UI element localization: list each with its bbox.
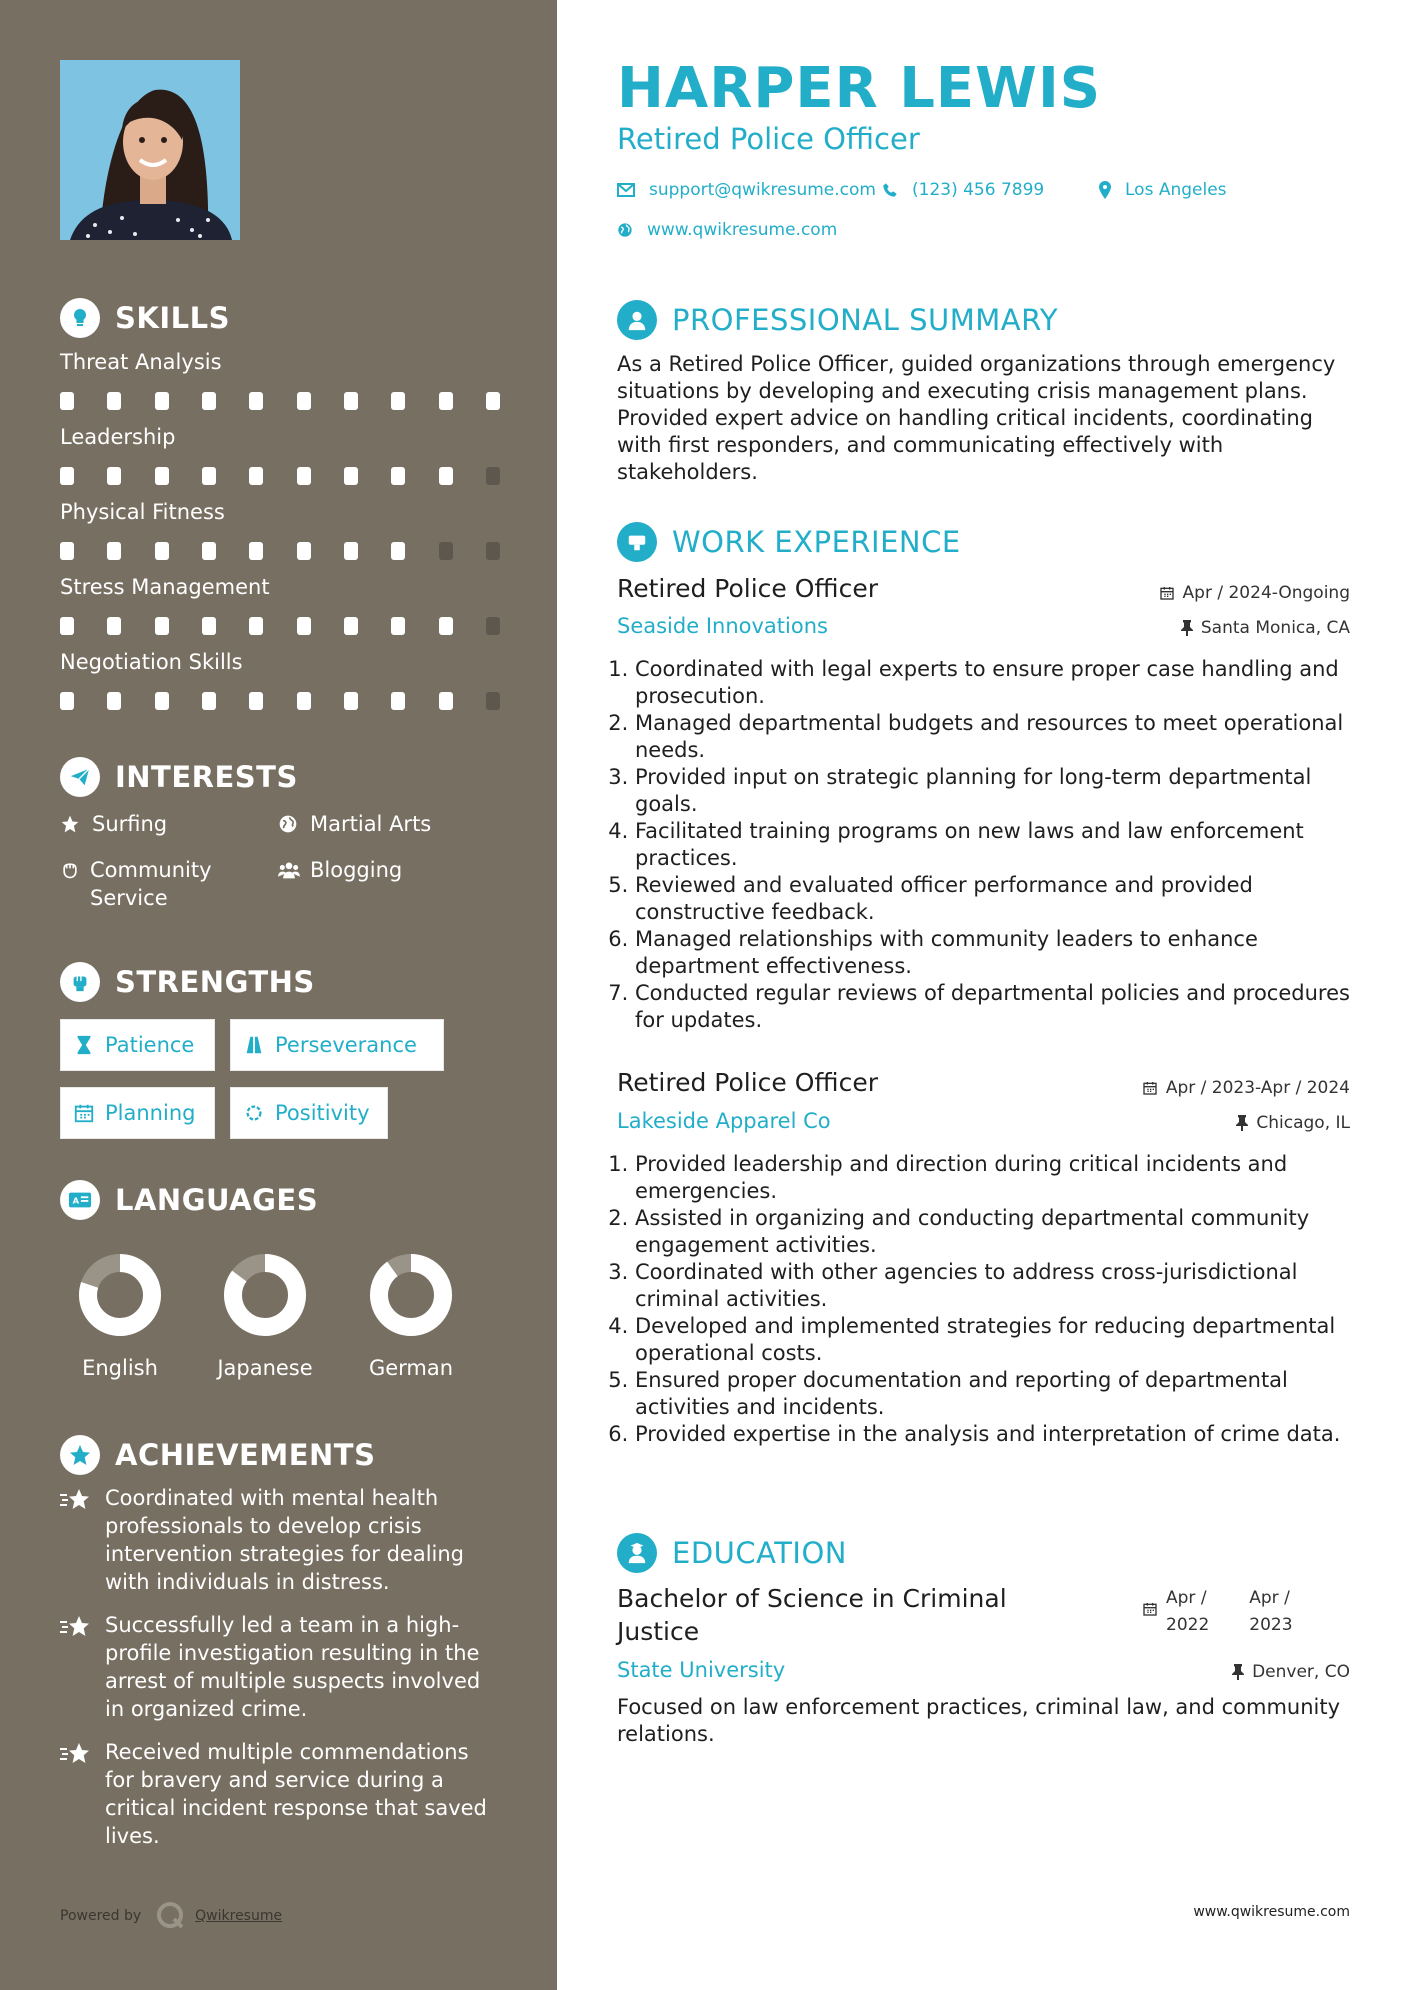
- skill-dot-filled: [249, 467, 263, 485]
- shooting-star-icon: [60, 1738, 95, 1850]
- skill-dot-filled: [297, 617, 311, 635]
- achievements-title: ACHIEVEMENTS: [115, 1438, 376, 1472]
- job-dates: [1142, 1078, 1350, 1098]
- languages-title: LANGUAGES: [115, 1183, 319, 1217]
- job-bullet: 4. Facilitated training programs on new laws and law enforcement practices.: [635, 818, 1357, 872]
- skill-dot-filled: [107, 617, 121, 635]
- achievements-heading: [60, 1435, 375, 1475]
- interest-item: [60, 856, 260, 912]
- skill-dot-filled: [344, 542, 358, 560]
- skill-dot-filled: [155, 692, 169, 710]
- work-heading: [617, 522, 961, 562]
- job-bullet: 5. Reviewed and evaluated officer performance and provided constructive feedback.: [635, 872, 1357, 926]
- website-text: www.qwikresume.com: [647, 220, 838, 240]
- trophy-star-icon: [60, 1435, 100, 1475]
- skill-name: Physical Fitness: [60, 500, 225, 524]
- strength-badge: [230, 1019, 444, 1071]
- strength-badge: [230, 1087, 388, 1139]
- school-name: State University: [617, 1658, 786, 1682]
- map-pin-icon: [1099, 181, 1111, 199]
- skill-dot-filled: [249, 617, 263, 635]
- language-item: [195, 1250, 335, 1380]
- skill-dot-filled: [391, 467, 405, 485]
- sidebar: [0, 0, 557, 1990]
- interest-item: [60, 810, 167, 838]
- strengths-heading: [60, 962, 315, 1002]
- skill-name: Threat Analysis: [60, 350, 222, 374]
- star-icon: [60, 810, 82, 838]
- skill-dot-empty: [486, 542, 500, 560]
- skills-title: SKILLS: [115, 301, 230, 335]
- edu-end-year: 2023: [1249, 1615, 1293, 1635]
- language-item: [341, 1250, 481, 1380]
- skill-dot-filled: [249, 692, 263, 710]
- skill-name: Negotiation Skills: [60, 650, 243, 674]
- powered-brand-link[interactable]: Qwikresume: [195, 1908, 283, 1924]
- achievement-text: Coordinated with mental health professionals to develop crisis intervention strategies for dealing with individuals in distress.: [105, 1486, 464, 1594]
- skill-dot-filled: [155, 467, 169, 485]
- interest-label: Martial Arts: [310, 812, 432, 836]
- strength-badge: [60, 1087, 215, 1139]
- language-name: English: [82, 1356, 158, 1380]
- qwikresume-logo-icon: [155, 1900, 187, 1932]
- skill-dot-filled: [486, 392, 500, 410]
- achievement-item: [60, 1738, 500, 1850]
- skill-dot-filled: [107, 542, 121, 560]
- skill-dot-filled: [202, 617, 216, 635]
- skill-dot-empty: [486, 617, 500, 635]
- skill-dot-empty: [439, 542, 453, 560]
- job-dates-text: Apr / 2024-Ongoing: [1182, 583, 1350, 603]
- skill-dot-filled: [344, 392, 358, 410]
- skill-level-dots: [60, 692, 500, 710]
- skill-dot-filled: [249, 392, 263, 410]
- degree-title: Bachelor of Science in Criminal Justice: [617, 1584, 1007, 1646]
- skill-level-dots: [60, 392, 500, 410]
- education-location: [1232, 1662, 1350, 1682]
- fist-icon: [60, 962, 100, 1002]
- skill-dot-empty: [486, 467, 500, 485]
- job-bullet: 2. Assisted in organizing and conducting departmental community engagement activities.: [635, 1205, 1357, 1259]
- skill-dot-filled: [155, 617, 169, 635]
- strength-label: Patience: [105, 1033, 195, 1057]
- pushpin-icon: [1181, 620, 1193, 636]
- job-bullet: 4. Developed and implemented strategies for reducing departmental operational costs.: [635, 1313, 1357, 1367]
- skill-dot-filled: [202, 467, 216, 485]
- sun-icon: [243, 1102, 265, 1124]
- users-icon: [278, 856, 300, 884]
- skill-dot-filled: [107, 467, 121, 485]
- email-text: support@qwikresume.com: [649, 180, 876, 200]
- calendar-icon: [73, 1102, 95, 1124]
- skill-item: [60, 575, 500, 635]
- language-item: [50, 1250, 190, 1380]
- language-proficiency-ring: [366, 1250, 456, 1340]
- skill-dot-filled: [107, 392, 121, 410]
- contact-email[interactable]: [617, 180, 876, 200]
- skill-item: [60, 425, 500, 485]
- contact-website[interactable]: [617, 220, 837, 240]
- user-icon: [617, 300, 657, 340]
- envelope-icon: [617, 183, 635, 197]
- skill-dot-filled: [391, 692, 405, 710]
- achievement-text: Successfully led a team in a high-profile investigation resulting in the arrest of multiple suspects involved in organized crime.: [105, 1613, 481, 1721]
- job-bullet: 1. Provided leadership and direction during critical incidents and emergencies.: [635, 1151, 1357, 1205]
- graduate-icon: [617, 1533, 657, 1573]
- job-bullets: [617, 656, 1357, 1034]
- briefcase-icon: [617, 522, 657, 562]
- interests-title: INTERESTS: [115, 760, 298, 794]
- shooting-star-icon: [60, 1611, 95, 1723]
- skill-dot-filled: [60, 467, 74, 485]
- skill-dot-filled: [297, 692, 311, 710]
- skill-name: Leadership: [60, 425, 176, 449]
- job-location: [1181, 618, 1350, 638]
- interest-item: [278, 856, 402, 884]
- candidate-name: HARPER LEWIS: [617, 56, 1102, 121]
- interests-heading: [60, 757, 298, 797]
- pushpin-icon: [1236, 1115, 1248, 1131]
- summary-heading: [617, 300, 1058, 340]
- interest-label: Community Service: [90, 858, 212, 910]
- skill-dot-filled: [107, 692, 121, 710]
- contact-location: [1099, 180, 1227, 200]
- candidate-role: Retired Police Officer: [617, 122, 920, 156]
- shooting-star-icon: [60, 1484, 95, 1596]
- achievement-item: [60, 1611, 500, 1723]
- job-bullet: 1. Coordinated with legal experts to ensure proper case handling and prosecution.: [635, 656, 1357, 710]
- work-title: WORK EXPERIENCE: [672, 525, 961, 559]
- education-description: Focused on law enforcement practices, criminal law, and community relations.: [617, 1695, 1341, 1746]
- achievement-item: [60, 1484, 500, 1596]
- main-content: [557, 0, 1407, 1990]
- language-name: German: [368, 1356, 454, 1380]
- edu-start-year: 2022: [1166, 1615, 1210, 1635]
- education-heading: [617, 1533, 847, 1573]
- language-proficiency-ring: [75, 1250, 165, 1340]
- svg-text:A: A: [72, 1195, 80, 1206]
- skill-dot-filled: [297, 467, 311, 485]
- skill-dot-filled: [60, 692, 74, 710]
- skill-name: Stress Management: [60, 575, 270, 599]
- skill-item: [60, 500, 500, 560]
- pushpin-icon: [1232, 1664, 1244, 1680]
- summary-title: PROFESSIONAL SUMMARY: [672, 303, 1059, 337]
- job-bullet: 3. Coordinated with other agencies to address cross-jurisdictional criminal activities.: [635, 1259, 1357, 1313]
- calendar-icon: [1142, 1601, 1158, 1617]
- skill-dot-filled: [249, 542, 263, 560]
- interest-label: Blogging: [310, 858, 403, 882]
- skill-dot-filled: [297, 542, 311, 560]
- interest-label: Surfing: [92, 812, 168, 836]
- job-bullet: 6. Managed relationships with community leaders to enhance department effectiveness.: [635, 926, 1357, 980]
- skill-dot-filled: [202, 692, 216, 710]
- phone-text: (123) 456 7899: [912, 180, 1045, 200]
- powered-by: [60, 1900, 282, 1932]
- achievement-text: Received multiple commendations for bravery and service during a critical incident response that saved lives.: [105, 1740, 487, 1848]
- education-title: EDUCATION: [672, 1536, 848, 1570]
- calendar-icon: [1142, 1080, 1158, 1096]
- skill-dot-filled: [439, 467, 453, 485]
- strength-label: Positivity: [275, 1101, 370, 1125]
- skill-level-dots: [60, 617, 500, 635]
- profile-photo: [60, 60, 240, 240]
- powered-label: Powered by: [60, 1908, 142, 1924]
- skill-item: [60, 650, 500, 710]
- summary-text: As a Retired Police Officer, guided organizations through emergency situations by developing and executing crisis management plans. Provided expert advice on handling critical incidents, coordinating with first responders, and communicating effectively with stakeholders.: [617, 352, 1336, 484]
- skill-dot-filled: [344, 617, 358, 635]
- skill-dot-filled: [391, 542, 405, 560]
- road-icon: [243, 1034, 265, 1056]
- education-location-text: Denver, CO: [1252, 1662, 1350, 1682]
- skill-level-dots: [60, 467, 500, 485]
- job-bullet: 2. Managed departmental budgets and resources to meet operational needs.: [635, 710, 1357, 764]
- skill-dot-filled: [155, 392, 169, 410]
- job-company: Seaside Innovations: [617, 614, 828, 638]
- job-title: Retired Police Officer: [617, 1068, 878, 1097]
- skill-dot-filled: [297, 392, 311, 410]
- skill-dot-filled: [344, 467, 358, 485]
- skill-dot-filled: [60, 617, 74, 635]
- job-title: Retired Police Officer: [617, 574, 878, 603]
- strength-label: Planning: [105, 1101, 196, 1125]
- lightbulb-icon: [60, 298, 100, 338]
- paper-plane-icon: [60, 757, 100, 797]
- language-name: Japanese: [217, 1356, 313, 1380]
- education-dates: [1142, 1585, 1293, 1639]
- phone-icon: [882, 182, 898, 198]
- calendar-icon: [1159, 585, 1175, 601]
- skill-dot-filled: [439, 617, 453, 635]
- job-dates: [1159, 583, 1350, 603]
- globe-icon: [278, 810, 300, 838]
- skill-dot-filled: [202, 392, 216, 410]
- job-bullets: [617, 1151, 1357, 1448]
- skill-dot-filled: [391, 617, 405, 635]
- skill-dot-filled: [391, 392, 405, 410]
- edu-start-label: Apr /: [1166, 1588, 1207, 1608]
- skill-dot-filled: [202, 542, 216, 560]
- contact-phone[interactable]: [882, 180, 1044, 200]
- location-text: Los Angeles: [1125, 180, 1227, 200]
- skill-dot-filled: [439, 692, 453, 710]
- language-icon: [60, 1180, 100, 1220]
- hourglass-icon: [73, 1034, 95, 1056]
- strengths-title: STRENGTHS: [115, 965, 315, 999]
- job-location-text: Santa Monica, CA: [1200, 618, 1350, 638]
- skill-dot-filled: [60, 392, 74, 410]
- job-bullet: 6. Provided expertise in the analysis and interpretation of crime data.: [635, 1421, 1357, 1448]
- job-location: [1236, 1113, 1350, 1133]
- job-company: Lakeside Apparel Co: [617, 1109, 831, 1133]
- job-location-text: Chicago, IL: [1256, 1113, 1350, 1133]
- job-bullet: 5. Ensured proper documentation and reporting of departmental activities and incidents.: [635, 1367, 1357, 1421]
- hand-icon: [60, 856, 80, 884]
- skill-dot-filled: [344, 692, 358, 710]
- edu-end-label: Apr /: [1249, 1588, 1290, 1608]
- strength-label: Perseverance: [275, 1033, 417, 1057]
- skill-item: [60, 350, 500, 410]
- skill-dot-filled: [60, 542, 74, 560]
- job-bullet: 7. Conducted regular reviews of departmental policies and procedures for updates.: [635, 980, 1357, 1034]
- globe-icon: [617, 222, 633, 238]
- languages-heading: [60, 1180, 318, 1220]
- language-proficiency-ring: [220, 1250, 310, 1340]
- skills-heading: [60, 298, 230, 338]
- skill-dot-empty: [486, 692, 500, 710]
- skill-dot-filled: [155, 542, 169, 560]
- skill-level-dots: [60, 542, 500, 560]
- skill-dot-filled: [439, 392, 453, 410]
- footer-website[interactable]: www.qwikresume.com: [1193, 1904, 1350, 1920]
- interest-item: [278, 810, 431, 838]
- job-dates-text: Apr / 2023-Apr / 2024: [1165, 1078, 1350, 1098]
- job-bullet: 3. Provided input on strategic planning for long-term departmental goals.: [635, 764, 1357, 818]
- strength-badge: [60, 1019, 215, 1071]
